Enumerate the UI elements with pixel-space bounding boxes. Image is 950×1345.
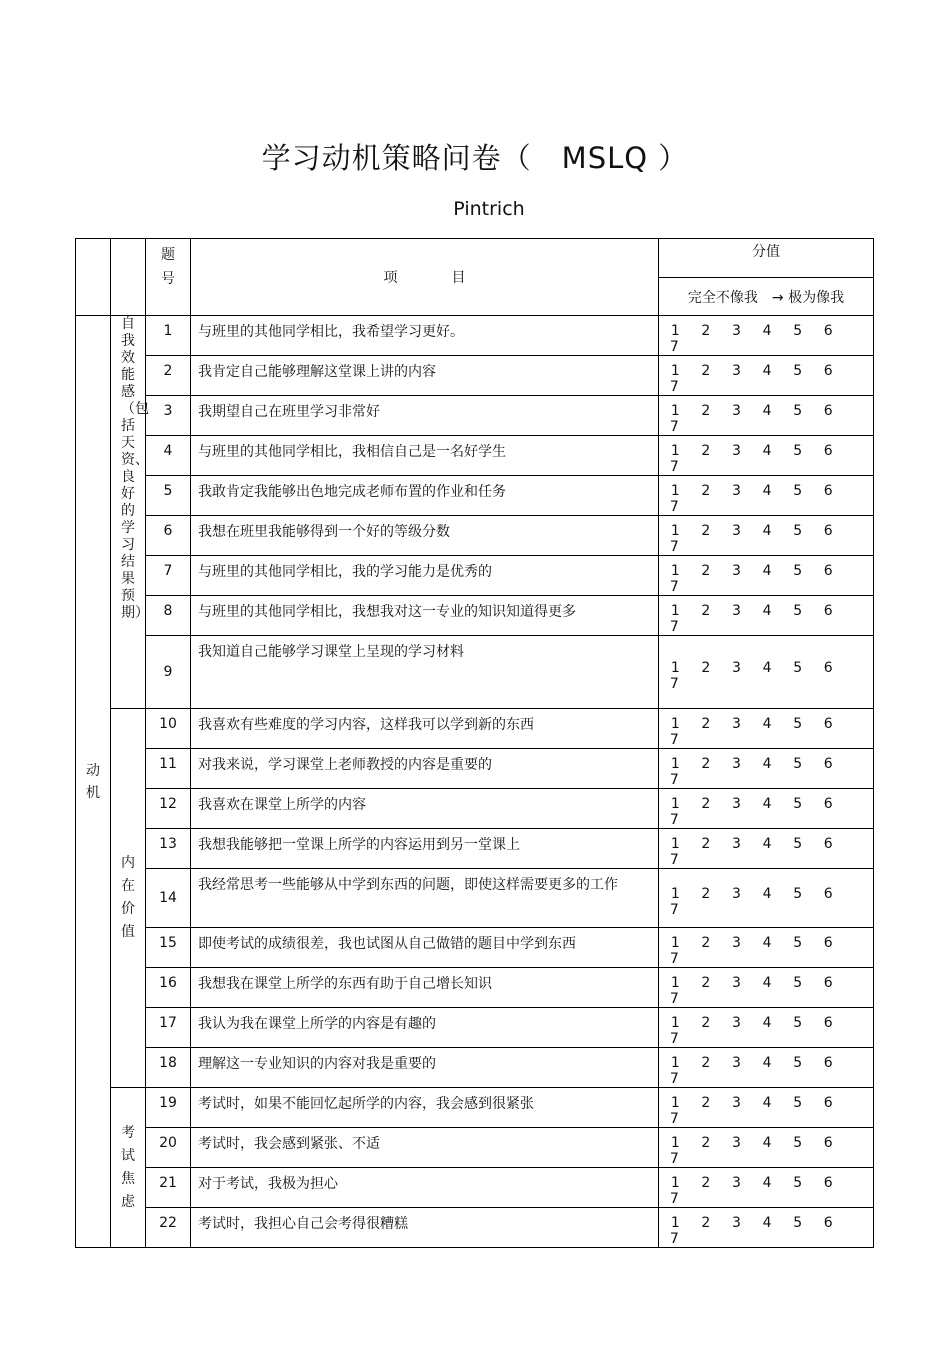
item-number: 17	[146, 1008, 191, 1048]
rating-scale[interactable]	[659, 596, 874, 636]
rating-option[interactable]: 1	[670, 563, 680, 579]
rating-option[interactable]: 4	[762, 483, 772, 499]
header-row	[76, 239, 874, 278]
rating-option[interactable]: 7	[669, 1111, 679, 1127]
item-number: 20	[146, 1128, 191, 1168]
rating-scale[interactable]	[659, 1088, 874, 1128]
page-title: 学习动机策略问卷（ MSLQ ）	[261, 141, 689, 175]
rating-option[interactable]: 2	[701, 796, 711, 812]
subcategory-cell	[111, 316, 149, 709]
table-row	[76, 516, 874, 556]
item-text: 与班里的其他同学相比，我希望学习更好。	[191, 316, 659, 356]
rating-option[interactable]: 6	[823, 885, 833, 902]
rating-option[interactable]: 1	[670, 975, 680, 991]
rating-option[interactable]: 5	[793, 796, 803, 812]
rating-option[interactable]: 4	[762, 716, 772, 732]
table-row	[76, 749, 874, 789]
item-text: 我知道自己能够学习课堂上呈现的学习材料	[191, 636, 659, 709]
rating-option[interactable]: 4	[762, 1055, 772, 1071]
item-number: 10	[146, 709, 191, 749]
rating-scale[interactable]	[659, 636, 874, 709]
rating-scale[interactable]	[659, 1168, 874, 1208]
rating-option[interactable]: 6	[823, 363, 833, 379]
rating-option[interactable]: 7	[669, 579, 679, 595]
rating-option[interactable]: 3	[732, 563, 741, 579]
rating-option[interactable]: 2	[701, 1015, 711, 1031]
item-text: 我敢肯定我能够出色地完成老师布置的作业和任务	[191, 476, 659, 516]
rating-option[interactable]: 1	[670, 1095, 680, 1111]
item-text: 我想我能够把一堂课上所学的内容运用到另一堂课上	[191, 829, 659, 869]
rating-option[interactable]: 1	[670, 935, 680, 951]
rating-option[interactable]: 6	[823, 1215, 833, 1231]
item-text: 即使考试的成绩很差，我也试图从自己做错的题目中学到东西	[191, 928, 659, 968]
header-blank-subcategory	[111, 239, 146, 316]
rating-option[interactable]: 7	[669, 1151, 679, 1167]
rating-option[interactable]: 2	[701, 1175, 711, 1191]
rating-option[interactable]: 2	[701, 659, 711, 676]
rating-option[interactable]: 7	[669, 1031, 679, 1047]
rating-option[interactable]: 6	[823, 483, 833, 499]
item-number: 5	[146, 476, 191, 516]
rating-option[interactable]: 3	[732, 935, 741, 951]
table-row	[76, 869, 874, 928]
rating-option[interactable]: 7	[669, 1231, 679, 1247]
item-text: 考试时，如果不能回忆起所学的内容，我会感到很紧张	[191, 1088, 659, 1128]
rating-scale[interactable]	[659, 1008, 874, 1048]
rating-option[interactable]: 3	[732, 523, 741, 539]
table-row	[76, 316, 874, 356]
rating-scale[interactable]	[659, 476, 874, 516]
rating-option[interactable]: 4	[762, 659, 772, 676]
questionnaire-table	[75, 238, 874, 1248]
item-number: 9	[146, 636, 191, 709]
rating-option[interactable]: 3	[732, 483, 741, 499]
item-text: 与班里的其他同学相比，我想我对这一专业的知识知道得更多	[191, 596, 659, 636]
item-number: 14	[146, 869, 191, 928]
rating-option[interactable]: 3	[732, 443, 741, 459]
header-item-right: 目	[451, 270, 466, 286]
subcategory-cell	[111, 709, 146, 1088]
item-text: 我认为我在课堂上所学的内容是有趣的	[191, 1008, 659, 1048]
rating-option[interactable]: 3	[732, 1015, 741, 1031]
rating-option[interactable]: 6	[823, 603, 833, 619]
rating-option[interactable]: 1	[670, 1135, 680, 1151]
rating-option[interactable]: 7	[669, 379, 679, 395]
rating-option[interactable]: 6	[823, 935, 833, 951]
rating-option[interactable]: 1	[670, 403, 680, 419]
rating-option[interactable]: 1	[670, 1215, 680, 1231]
rating-scale[interactable]	[659, 516, 874, 556]
item-text: 我喜欢有些难度的学习内容，这样我可以学到新的东西	[191, 709, 659, 749]
rating-option[interactable]: 1	[670, 716, 680, 732]
rating-scale[interactable]	[659, 968, 874, 1008]
rating-option[interactable]: 7	[669, 1071, 679, 1087]
rating-option[interactable]: 3	[732, 1215, 741, 1231]
rating-scale[interactable]	[659, 1048, 874, 1088]
rating-option[interactable]: 4	[762, 443, 772, 459]
table-row	[76, 636, 874, 709]
rating-option[interactable]: 5	[793, 1215, 803, 1231]
rating-option[interactable]: 4	[762, 403, 772, 419]
rating-option[interactable]: 3	[732, 796, 741, 812]
item-number: 7	[146, 556, 191, 596]
rating-option[interactable]: 3	[732, 756, 741, 772]
rating-option[interactable]: 2	[701, 403, 711, 419]
rating-option[interactable]: 6	[823, 443, 833, 459]
rating-option[interactable]: 2	[701, 1055, 711, 1071]
header-scale-range: 完全不像我 → 极为像我	[659, 278, 874, 316]
rating-scale[interactable]	[659, 869, 874, 928]
rating-scale[interactable]	[659, 789, 874, 829]
rating-option[interactable]: 2	[701, 975, 711, 991]
rating-scale[interactable]	[659, 396, 874, 436]
header-number	[146, 239, 191, 316]
item-text: 对我来说，学习课堂上老师教授的内容是重要的	[191, 749, 659, 789]
rating-option[interactable]: 2	[701, 483, 711, 499]
category-cell	[76, 316, 111, 1248]
table-row	[76, 556, 874, 596]
rating-option[interactable]: 5	[793, 935, 803, 951]
rating-option[interactable]: 3	[732, 1175, 741, 1191]
item-number: 8	[146, 596, 191, 636]
item-number: 2	[146, 356, 191, 396]
rating-option[interactable]: 7	[669, 619, 679, 635]
rating-scale[interactable]	[659, 928, 874, 968]
rating-option[interactable]: 6	[823, 403, 833, 419]
table-row	[76, 1208, 874, 1248]
rating-option[interactable]: 7	[669, 901, 679, 918]
item-text: 考试时，我会感到紧张、不适	[191, 1128, 659, 1168]
rating-option[interactable]: 1	[670, 523, 680, 539]
questionnaire-body	[76, 239, 874, 1248]
rating-option[interactable]: 2	[701, 836, 711, 852]
rating-option[interactable]: 4	[762, 1135, 772, 1151]
item-number: 3	[146, 396, 191, 436]
rating-option[interactable]: 6	[823, 1175, 833, 1191]
rating-option[interactable]: 5	[793, 659, 803, 676]
rating-option[interactable]: 1	[670, 885, 680, 902]
rating-option[interactable]: 1	[670, 836, 680, 852]
rating-option[interactable]: 1	[670, 1055, 680, 1071]
rating-option[interactable]: 3	[732, 603, 741, 619]
rating-option[interactable]: 5	[793, 563, 803, 579]
rating-option[interactable]: 2	[701, 716, 711, 732]
header-item	[191, 239, 659, 316]
rating-option[interactable]: 6	[823, 523, 833, 539]
rating-option[interactable]: 2	[701, 363, 711, 379]
header-number-label: 题号	[161, 247, 175, 287]
rating-option[interactable]: 4	[762, 885, 772, 902]
rating-scale[interactable]	[659, 316, 874, 356]
item-text: 我肯定自己能够理解这堂课上讲的内容	[191, 356, 659, 396]
rating-option[interactable]: 7	[669, 675, 679, 692]
rating-option[interactable]: 1	[670, 443, 680, 459]
item-text: 我想在班里我能够得到一个好的等级分数	[191, 516, 659, 556]
rating-option[interactable]: 6	[823, 975, 833, 991]
rating-option[interactable]: 1	[670, 756, 680, 772]
author-subtitle: Pintrich	[453, 198, 525, 220]
rating-scale[interactable]	[659, 556, 874, 596]
rating-option[interactable]: 4	[762, 836, 772, 852]
rating-option[interactable]: 5	[793, 1015, 803, 1031]
rating-option[interactable]: 1	[670, 603, 680, 619]
rating-option[interactable]: 2	[701, 1215, 711, 1231]
rating-option[interactable]: 3	[732, 1055, 741, 1071]
rating-option[interactable]: 3	[732, 1095, 741, 1111]
item-text: 与班里的其他同学相比，我的学习能力是优秀的	[191, 556, 659, 596]
subcategory-cell	[111, 1088, 146, 1248]
item-number: 22	[146, 1208, 191, 1248]
item-number: 4	[146, 436, 191, 476]
item-number: 18	[146, 1048, 191, 1088]
rating-option[interactable]: 4	[762, 1015, 772, 1031]
header-blank-category	[76, 239, 111, 316]
rating-option[interactable]: 4	[762, 1175, 772, 1191]
rating-option[interactable]: 5	[793, 603, 803, 619]
rating-option[interactable]: 6	[823, 1055, 833, 1071]
rating-option[interactable]: 2	[701, 603, 711, 619]
rating-scale[interactable]	[659, 829, 874, 869]
rating-option[interactable]: 4	[762, 796, 772, 812]
item-text: 与班里的其他同学相比，我相信自己是一名好学生	[191, 436, 659, 476]
rating-option[interactable]: 2	[701, 443, 711, 459]
rating-option[interactable]: 4	[762, 603, 772, 619]
rating-option[interactable]: 4	[762, 1215, 772, 1231]
table-row	[76, 476, 874, 516]
rating-option[interactable]: 7	[669, 459, 679, 475]
subcategory-label: 自我效能感（包括天资、良好的学习结果预期）	[121, 316, 149, 621]
rating-option[interactable]: 6	[823, 323, 833, 339]
rating-option[interactable]: 3	[732, 403, 741, 419]
item-text: 我喜欢在课堂上所学的内容	[191, 789, 659, 829]
rating-option[interactable]: 4	[762, 975, 772, 991]
rating-option[interactable]: 1	[670, 483, 680, 499]
rating-option[interactable]: 7	[669, 812, 679, 828]
item-number: 11	[146, 749, 191, 789]
rating-scale[interactable]	[659, 1208, 874, 1248]
table-row	[76, 1168, 874, 1208]
item-number: 13	[146, 829, 191, 869]
rating-option[interactable]: 7	[669, 339, 679, 355]
rating-option[interactable]: 5	[793, 756, 803, 772]
item-number: 15	[146, 928, 191, 968]
rating-option[interactable]: 1	[670, 1175, 680, 1191]
item-text: 我经常思考一些能够从中学到东西的问题，即使这样需要更多的工作	[191, 869, 659, 928]
rating-option[interactable]: 2	[701, 1135, 711, 1151]
table-row	[76, 1128, 874, 1168]
item-number: 21	[146, 1168, 191, 1208]
rating-option[interactable]: 5	[793, 1095, 803, 1111]
rating-option[interactable]: 4	[762, 756, 772, 772]
table-row	[76, 396, 874, 436]
rating-option[interactable]: 4	[762, 363, 772, 379]
table-row	[76, 596, 874, 636]
header-item-left: 项	[383, 270, 398, 286]
rating-option[interactable]: 5	[793, 483, 803, 499]
rating-option[interactable]: 6	[823, 659, 833, 676]
rating-option[interactable]: 3	[732, 716, 741, 732]
rating-option[interactable]: 3	[732, 836, 741, 852]
table-row	[76, 709, 874, 749]
rating-option[interactable]: 5	[793, 323, 803, 339]
rating-scale[interactable]	[659, 749, 874, 789]
rating-option[interactable]: 7	[669, 951, 679, 967]
subcategory-label: 考试焦虑	[121, 1124, 135, 1210]
item-text: 我想我在课堂上所学的东西有助于自己增长知识	[191, 968, 659, 1008]
table-row	[76, 436, 874, 476]
rating-option[interactable]: 2	[701, 523, 711, 539]
rating-option[interactable]: 1	[670, 363, 680, 379]
rating-option[interactable]: 6	[823, 716, 833, 732]
item-number: 1	[146, 316, 191, 356]
rating-option[interactable]: 2	[701, 323, 711, 339]
rating-option[interactable]: 2	[701, 563, 711, 579]
rating-option[interactable]: 7	[669, 991, 679, 1007]
table-row	[76, 968, 874, 1008]
rating-option[interactable]: 3	[732, 1135, 741, 1151]
rating-option[interactable]: 3	[732, 323, 741, 339]
rating-option[interactable]: 7	[669, 499, 679, 515]
table-row	[76, 789, 874, 829]
rating-option[interactable]: 7	[669, 732, 679, 748]
rating-option[interactable]: 3	[732, 885, 741, 902]
rating-option[interactable]: 2	[701, 756, 711, 772]
rating-option[interactable]: 6	[823, 563, 833, 579]
rating-option[interactable]: 7	[669, 1191, 679, 1207]
rating-option[interactable]: 4	[762, 935, 772, 951]
rating-option[interactable]: 6	[823, 756, 833, 772]
rating-option[interactable]: 7	[669, 772, 679, 788]
rating-option[interactable]: 3	[732, 363, 741, 379]
rating-option[interactable]: 7	[669, 852, 679, 868]
rating-option[interactable]: 6	[823, 1095, 833, 1111]
rating-option[interactable]: 1	[670, 1015, 680, 1031]
rating-option[interactable]: 7	[669, 539, 679, 555]
rating-option[interactable]: 6	[823, 836, 833, 852]
item-number: 16	[146, 968, 191, 1008]
table-row	[76, 928, 874, 968]
rating-option[interactable]: 3	[732, 975, 741, 991]
rating-option[interactable]: 4	[762, 563, 772, 579]
rating-option[interactable]: 5	[793, 1175, 803, 1191]
rating-option[interactable]: 2	[701, 935, 711, 951]
rating-option[interactable]: 5	[793, 403, 803, 419]
table-row	[76, 1088, 874, 1128]
rating-option[interactable]: 1	[670, 659, 680, 676]
rating-option[interactable]: 6	[823, 1015, 833, 1031]
rating-option[interactable]: 2	[701, 1095, 711, 1111]
rating-option[interactable]: 5	[793, 523, 803, 539]
item-text: 理解这一专业知识的内容对我是重要的	[191, 1048, 659, 1088]
rating-option[interactable]: 7	[669, 419, 679, 435]
rating-option[interactable]: 4	[762, 523, 772, 539]
rating-option[interactable]: 5	[793, 975, 803, 991]
rating-scale[interactable]	[659, 1128, 874, 1168]
rating-option[interactable]: 5	[793, 363, 803, 379]
rating-option[interactable]: 6	[823, 1135, 833, 1151]
header-score: 分值	[659, 239, 874, 278]
rating-option[interactable]: 1	[670, 796, 680, 812]
table-row	[76, 1008, 874, 1048]
table-row	[76, 356, 874, 396]
item-number: 19	[146, 1088, 191, 1128]
rating-option[interactable]: 4	[762, 1095, 772, 1111]
rating-scale[interactable]	[659, 356, 874, 396]
rating-option[interactable]: 2	[701, 885, 711, 902]
rating-option[interactable]: 5	[793, 1055, 803, 1071]
category-label: 动机	[86, 762, 100, 801]
rating-option[interactable]: 5	[793, 443, 803, 459]
rating-option[interactable]: 5	[793, 885, 803, 902]
item-number: 12	[146, 789, 191, 829]
rating-option[interactable]: 1	[670, 323, 680, 339]
item-text: 对于考试，我极为担心	[191, 1168, 659, 1208]
rating-option[interactable]: 5	[793, 836, 803, 852]
subcategory-label: 内在价值	[121, 855, 135, 940]
item-text: 我期望自己在班里学习非常好	[191, 396, 659, 436]
rating-scale[interactable]	[659, 709, 874, 749]
rating-option[interactable]: 3	[732, 659, 741, 676]
rating-scale[interactable]	[659, 436, 874, 476]
rating-option[interactable]: 6	[823, 796, 833, 812]
table-row	[76, 829, 874, 869]
item-number: 6	[146, 516, 191, 556]
item-text: 考试时，我担心自己会考得很糟糕	[191, 1208, 659, 1248]
rating-option[interactable]: 5	[793, 1135, 803, 1151]
table-row	[76, 1048, 874, 1088]
rating-option[interactable]: 5	[793, 716, 803, 732]
rating-option[interactable]: 4	[762, 323, 772, 339]
